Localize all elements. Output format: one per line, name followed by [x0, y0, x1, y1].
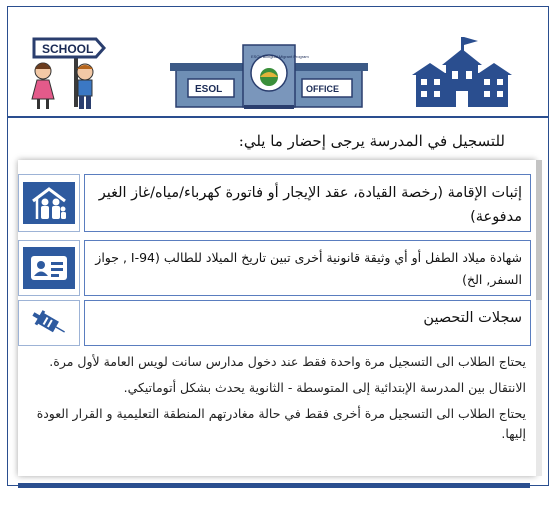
syringe-icon: [29, 303, 69, 343]
scrollbar[interactable]: [536, 160, 542, 476]
requirement-row: [18, 240, 531, 296]
requirement-row: [18, 300, 531, 346]
school-building-icon: [412, 37, 512, 107]
scroll-thumb[interactable]: [536, 160, 542, 300]
requirement-icon-cell: [18, 300, 80, 346]
esol-office-building: [170, 45, 368, 109]
requirement-icon-cell: [18, 240, 80, 296]
note-item: يحتاج الطلاب الى التسجيل مرة أخرى فقط في حالة مغادرتهم المنطقة التعليمية و القرار العودة إليها.: [36, 406, 526, 441]
school-sign-text: SCHOOL: [42, 42, 94, 56]
family-home-icon: [23, 182, 75, 224]
boy-figure: [77, 64, 93, 109]
notes: [18, 352, 526, 450]
footer-divider: [18, 483, 530, 488]
intro-text: للتسجيل في المدرسة يرجى إحضار ما يلي:: [238, 132, 505, 150]
girl-figure: [32, 63, 54, 109]
requirement-text: سجلات التحصين: [84, 300, 531, 346]
requirement-text: شهادة ميلاد الطفل أو أي وثيقة قانونية أخرى تبين تاريخ الميلاد للطالب (I-94 , جواز السفر, الخ): [84, 240, 531, 296]
office-sign-text: OFFICE: [306, 84, 339, 94]
requirement-icon-cell: [18, 174, 80, 232]
program-label: ESOL Bilingual Migrant Program: [251, 54, 309, 59]
requirement-text: إثبات الإقامة (رخصة القيادة، عقد الإيجار أو فاتورة كهرباء/مياه/غاز الغير مدفوعة): [84, 174, 531, 232]
id-card-icon: [23, 247, 75, 289]
esol-sign-text: ESOL: [195, 84, 223, 95]
header-divider: [8, 116, 548, 118]
note-item: الانتقال بين المدرسة الإبتدائية إلى المتوسطة - الثانوية يحدث بشكل أتوماتيكي.: [123, 380, 526, 395]
requirement-row: [18, 174, 531, 232]
header-illustration: [8, 7, 548, 115]
note-item: يحتاج الطلاب الى التسجيل مرة واحدة فقط عند دخول مدارس سانت لويس العامة لأول مرة.: [49, 354, 526, 369]
